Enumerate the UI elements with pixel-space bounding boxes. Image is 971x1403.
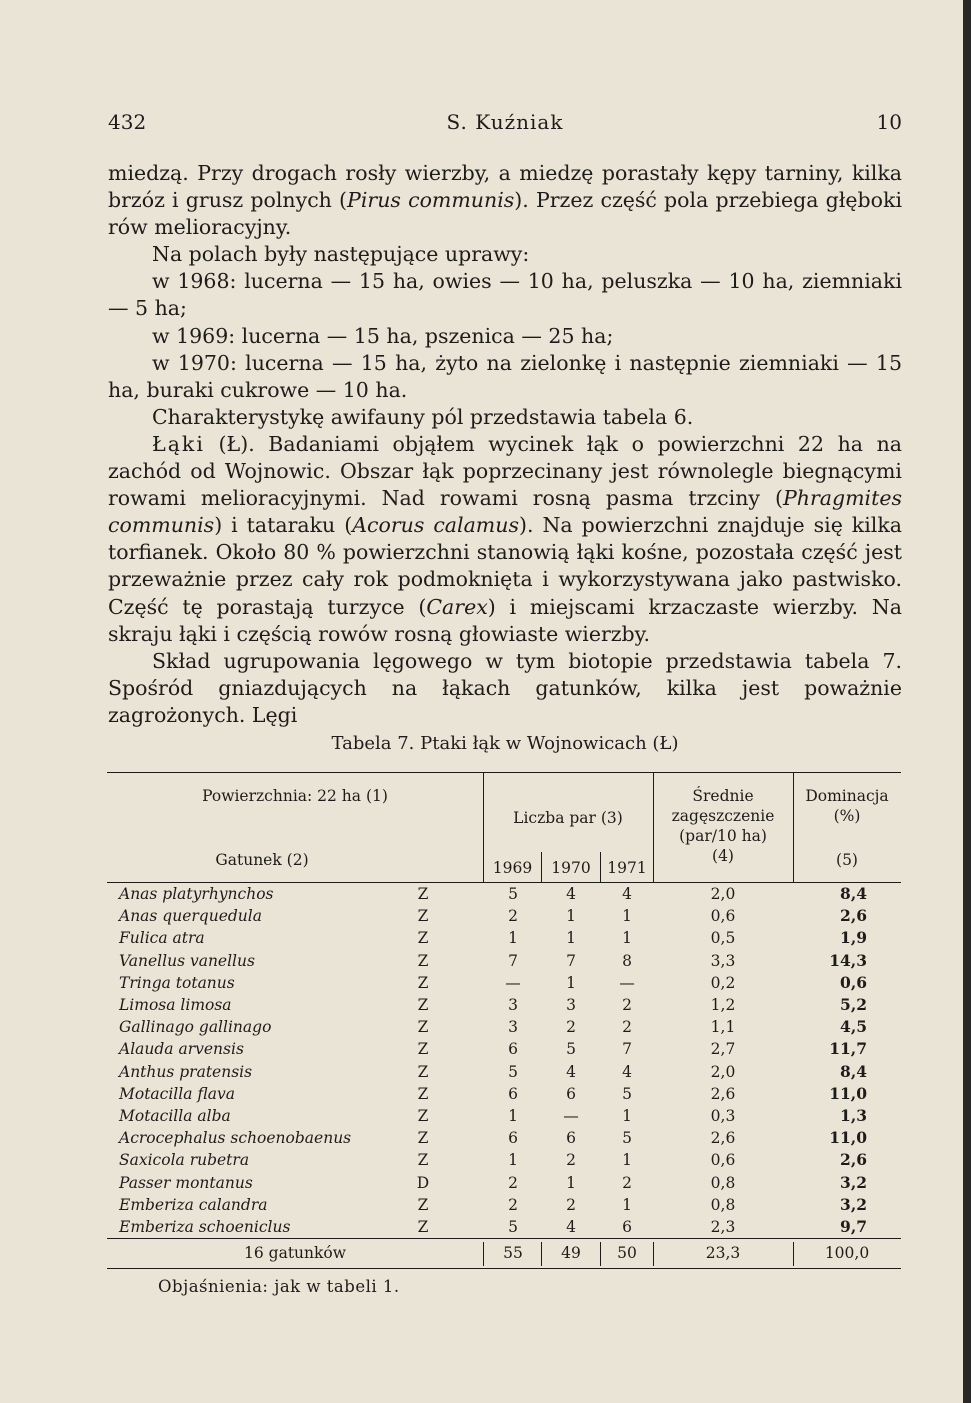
total-dominance: 100,0 (824, 1244, 870, 1262)
pairs-1970: 3 (566, 996, 576, 1014)
paragraph: Skład ugrupowania lęgowego w tym biotopie przedstawia tabela 7. Spośród gniazdujących na łąkach gatunków, kilka jest poważnie zagrożonych. Lęgi (108, 648, 902, 727)
pairs-1970: 1 (566, 907, 576, 926)
pairs-1970: 6 (566, 1084, 576, 1103)
status-code: Z (417, 1018, 429, 1037)
pairs-1971: 8 (622, 951, 632, 970)
pairs-1970: 1 (566, 929, 576, 948)
section-heading: Łąki (152, 431, 205, 456)
mean-density: 1,2 (710, 996, 736, 1014)
pairs-1970: 6 (566, 1129, 576, 1148)
species-name: Alauda arvensis (119, 1040, 244, 1059)
mean-density: 0,2 (710, 973, 736, 992)
pairs-1969: 3 (508, 1018, 518, 1037)
status-code: Z (417, 1062, 429, 1081)
table-row (107, 1105, 901, 1127)
pairs-1971: 1 (622, 1195, 632, 1214)
mean-density: 0,8 (710, 1195, 736, 1214)
mean-density: 2,6 (710, 1084, 736, 1103)
total-1969: 55 (503, 1244, 523, 1262)
page-number: 432 (108, 110, 147, 134)
pairs-1971: 2 (622, 996, 632, 1014)
pairs-1971: 4 (622, 885, 632, 903)
species-name: Motacilla flava (119, 1084, 235, 1103)
table-row (107, 994, 901, 1016)
pairs-1969: 6 (508, 1040, 518, 1059)
table-caption: Tabela 7. Ptaki łąk w Wojnowicach (Ł) (331, 733, 679, 754)
status-code: D (416, 1173, 430, 1192)
table-row (107, 972, 901, 994)
status-code: Z (417, 1084, 429, 1103)
pairs-1969: 1 (508, 1107, 518, 1125)
header-year-1969: 1969 (492, 859, 533, 877)
pairs-1970: 1 (566, 973, 576, 992)
dominance-value: 0,6 (840, 972, 867, 992)
header-dominance-number: (5) (836, 851, 858, 869)
species-table (107, 772, 901, 1270)
pairs-1971: 2 (622, 1173, 632, 1192)
species-name: Tringa totanus (119, 973, 235, 992)
species-name: Motacilla alba (119, 1107, 231, 1125)
species-name: Anas platyrhynchos (119, 885, 274, 903)
mean-density: 2,0 (710, 885, 736, 903)
pairs-1969: 6 (508, 1084, 518, 1103)
dominance-value: 2,6 (840, 1150, 867, 1170)
species-name: Acrocephalus schoenobaenus (119, 1129, 352, 1148)
dominance-value: 8,4 (840, 1061, 867, 1081)
dominance-value: 3,2 (840, 1172, 867, 1192)
pairs-1969: — (505, 973, 521, 992)
table-row (107, 1038, 901, 1060)
pairs-1971: 7 (622, 1040, 632, 1059)
paragraph: w 1969: lucerna — 15 ha, pszenica — 25 ha; (152, 323, 614, 348)
pairs-1969: 1 (508, 1151, 518, 1170)
pairs-1970: 7 (566, 951, 576, 970)
header-area: Powierzchnia: 22 ha (1) (202, 787, 388, 805)
table-row (107, 1216, 901, 1238)
status-code: Z (417, 973, 429, 992)
status-code: Z (417, 1218, 429, 1236)
dominance-value: 14,3 (829, 950, 867, 970)
paragraph: w 1968: lucerna — 15 ha, owies — 10 ha, peluszka — 10 ha, ziemniaki — 5 ha; (108, 269, 902, 321)
pairs-1970: 5 (566, 1040, 576, 1059)
pairs-1971: 1 (622, 1107, 632, 1125)
table-row (107, 927, 901, 949)
table-row (107, 950, 901, 972)
header-year-1970: 1970 (551, 859, 591, 877)
pairs-1971: 1 (622, 929, 632, 948)
pairs-1970: 2 (566, 1151, 576, 1170)
pairs-1971: 4 (622, 1062, 632, 1081)
dominance-value: 8,4 (840, 884, 867, 903)
mean-density: 0,8 (710, 1173, 736, 1192)
pairs-1969: 5 (508, 1062, 518, 1081)
total-density: 23,3 (705, 1244, 741, 1262)
pairs-1970: 1 (566, 1173, 576, 1192)
species-name: Limosa limosa (119, 996, 232, 1014)
table-total-row (107, 1240, 901, 1266)
header-pairs: Liczba par (3) (513, 809, 623, 827)
running-header (108, 110, 902, 140)
table-rule (107, 1268, 901, 1269)
table-rule (107, 772, 901, 773)
dominance-value: 1,9 (840, 928, 867, 948)
dominance-value: 11,0 (829, 1083, 867, 1103)
status-code: Z (417, 1195, 429, 1214)
pairs-1969: 3 (508, 996, 518, 1014)
pairs-1970: 4 (566, 1218, 576, 1236)
species-name: Emberiza schoeniclus (119, 1218, 291, 1236)
scan-edge (963, 0, 971, 1403)
pairs-1969: 2 (508, 1195, 518, 1214)
mean-density: 0,6 (710, 1151, 736, 1170)
pairs-1970: 2 (566, 1195, 576, 1214)
species-name: Anas querquedula (119, 907, 262, 926)
pairs-1970: 4 (566, 885, 576, 903)
dominance-value: 11,0 (829, 1128, 867, 1148)
species-name: Vanellus vanellus (119, 951, 255, 970)
status-code: Z (417, 1151, 429, 1170)
pairs-1971: 2 (622, 1018, 632, 1037)
pairs-1969: 5 (508, 1218, 518, 1236)
running-number: 10 (876, 110, 902, 134)
status-code: Z (417, 1107, 429, 1125)
table-row (107, 1172, 901, 1194)
dominance-value: 3,2 (840, 1194, 867, 1214)
mean-density: 2,6 (710, 1129, 736, 1148)
table-row (107, 883, 901, 905)
table-row (107, 1149, 901, 1171)
pairs-1969: 1 (508, 929, 518, 948)
pairs-1971: 6 (622, 1218, 632, 1236)
pairs-1969: 6 (508, 1129, 518, 1148)
mean-density: 0,5 (710, 929, 736, 948)
pairs-1970: 4 (566, 1062, 576, 1081)
pairs-1970: 2 (566, 1018, 576, 1037)
species-name: Passer montanus (119, 1173, 253, 1192)
table-row (107, 1016, 901, 1038)
species-name: Saxicola rubetra (119, 1151, 250, 1170)
table-row (107, 1061, 901, 1083)
species-name: Gallinago gallinago (119, 1018, 272, 1037)
mean-density: 0,6 (710, 907, 736, 926)
dominance-value: 9,7 (840, 1217, 867, 1236)
header-species: Gatunek (2) (215, 851, 309, 869)
status-code: Z (417, 885, 429, 903)
mean-density: 2,7 (710, 1040, 736, 1059)
dominance-value: 4,5 (840, 1017, 867, 1037)
status-code: Z (417, 929, 429, 948)
total-label: 16 gatunków (244, 1244, 346, 1262)
pairs-1970: — (563, 1107, 579, 1125)
pairs-1969: 7 (508, 951, 518, 970)
paragraph: w 1970: lucerna — 15 ha, żyto na zielonkę i następnie ziemniaki — 15 ha, buraki cukrowe — 10 ha. (108, 350, 902, 402)
status-code: Z (417, 951, 429, 970)
total-1970: 49 (561, 1244, 581, 1262)
species-name: Fulica atra (119, 929, 205, 948)
status-code: Z (417, 1129, 429, 1148)
species-name: Emberiza calandra (119, 1195, 268, 1214)
table-row (107, 1194, 901, 1216)
pairs-1971: 5 (622, 1084, 632, 1103)
header-year-1971: 1971 (607, 859, 647, 877)
pairs-1971: 5 (622, 1129, 632, 1148)
mean-density: 2,0 (710, 1062, 736, 1081)
status-code: Z (417, 996, 429, 1014)
species-name: Anthus pratensis (119, 1062, 253, 1081)
status-code: Z (417, 907, 429, 926)
dominance-value: 11,7 (829, 1039, 867, 1059)
table-row (107, 1127, 901, 1149)
table-footnote: Objaśnienia: jak w tabeli 1. (158, 1277, 400, 1296)
mean-density: 1,1 (710, 1018, 736, 1037)
header-density: Średnie zagęszczenie (par/10 ha) (4) (671, 787, 775, 865)
header-dominance: Dominacja (%) (805, 787, 889, 825)
table-row (107, 905, 901, 927)
total-1971: 50 (617, 1244, 637, 1262)
running-author: S. Kuźniak (446, 110, 564, 134)
pairs-1971: 1 (622, 1151, 632, 1170)
paragraph: miedzą. Przy drogach rosły wierzby, a miedzę porastały kępy tarniny, kilka brzóz i grusz polnych (Pirus communis). Przez część pola przebiega głęboki rów melioracyjny. (108, 161, 902, 240)
pairs-1969: 2 (508, 907, 518, 926)
pairs-1971: — (619, 973, 635, 992)
paragraph: Na polach były następujące uprawy: (152, 242, 530, 267)
mean-density: 2,3 (710, 1218, 736, 1236)
dominance-value: 1,3 (840, 1106, 867, 1125)
pairs-1969: 5 (508, 885, 518, 903)
status-code: Z (417, 1040, 429, 1059)
mean-density: 0,3 (710, 1107, 736, 1125)
dominance-value: 5,2 (840, 995, 867, 1014)
dominance-value: 2,6 (840, 906, 867, 926)
pairs-1971: 1 (622, 907, 632, 926)
mean-density: 3,3 (710, 951, 736, 970)
pairs-1969: 2 (508, 1173, 518, 1192)
paragraph: Łąki (Ł). Badaniami objąłem wycinek łąk o powierzchni 22 ha na zachód od Wojnowic. Obszar łąk poprzecinany jest równolegle biegnącymi rowami melioracyjnymi. Nad rowami rosną pasma trzciny (Phragmites communis) i tataraku (Acorus calamus). Na powierzchni znajduje się kilka torfianek. Około 80 % powierzchni stanowią łąki kośne, pozostała część jest przeważnie przez cały rok podmoknięta i wykorzystywana jako pastwisko. Część tę porastają turzyce (Carex) i miejscami krzaczaste wierzby. Na skraju łąki i częścią rowów rosną głowiaste wierzby. (108, 431, 903, 646)
paragraph: Charakterystykę awifauny pól przedstawia tabela 6. (152, 404, 694, 429)
body-text (108, 160, 902, 729)
table-row (107, 1083, 901, 1105)
